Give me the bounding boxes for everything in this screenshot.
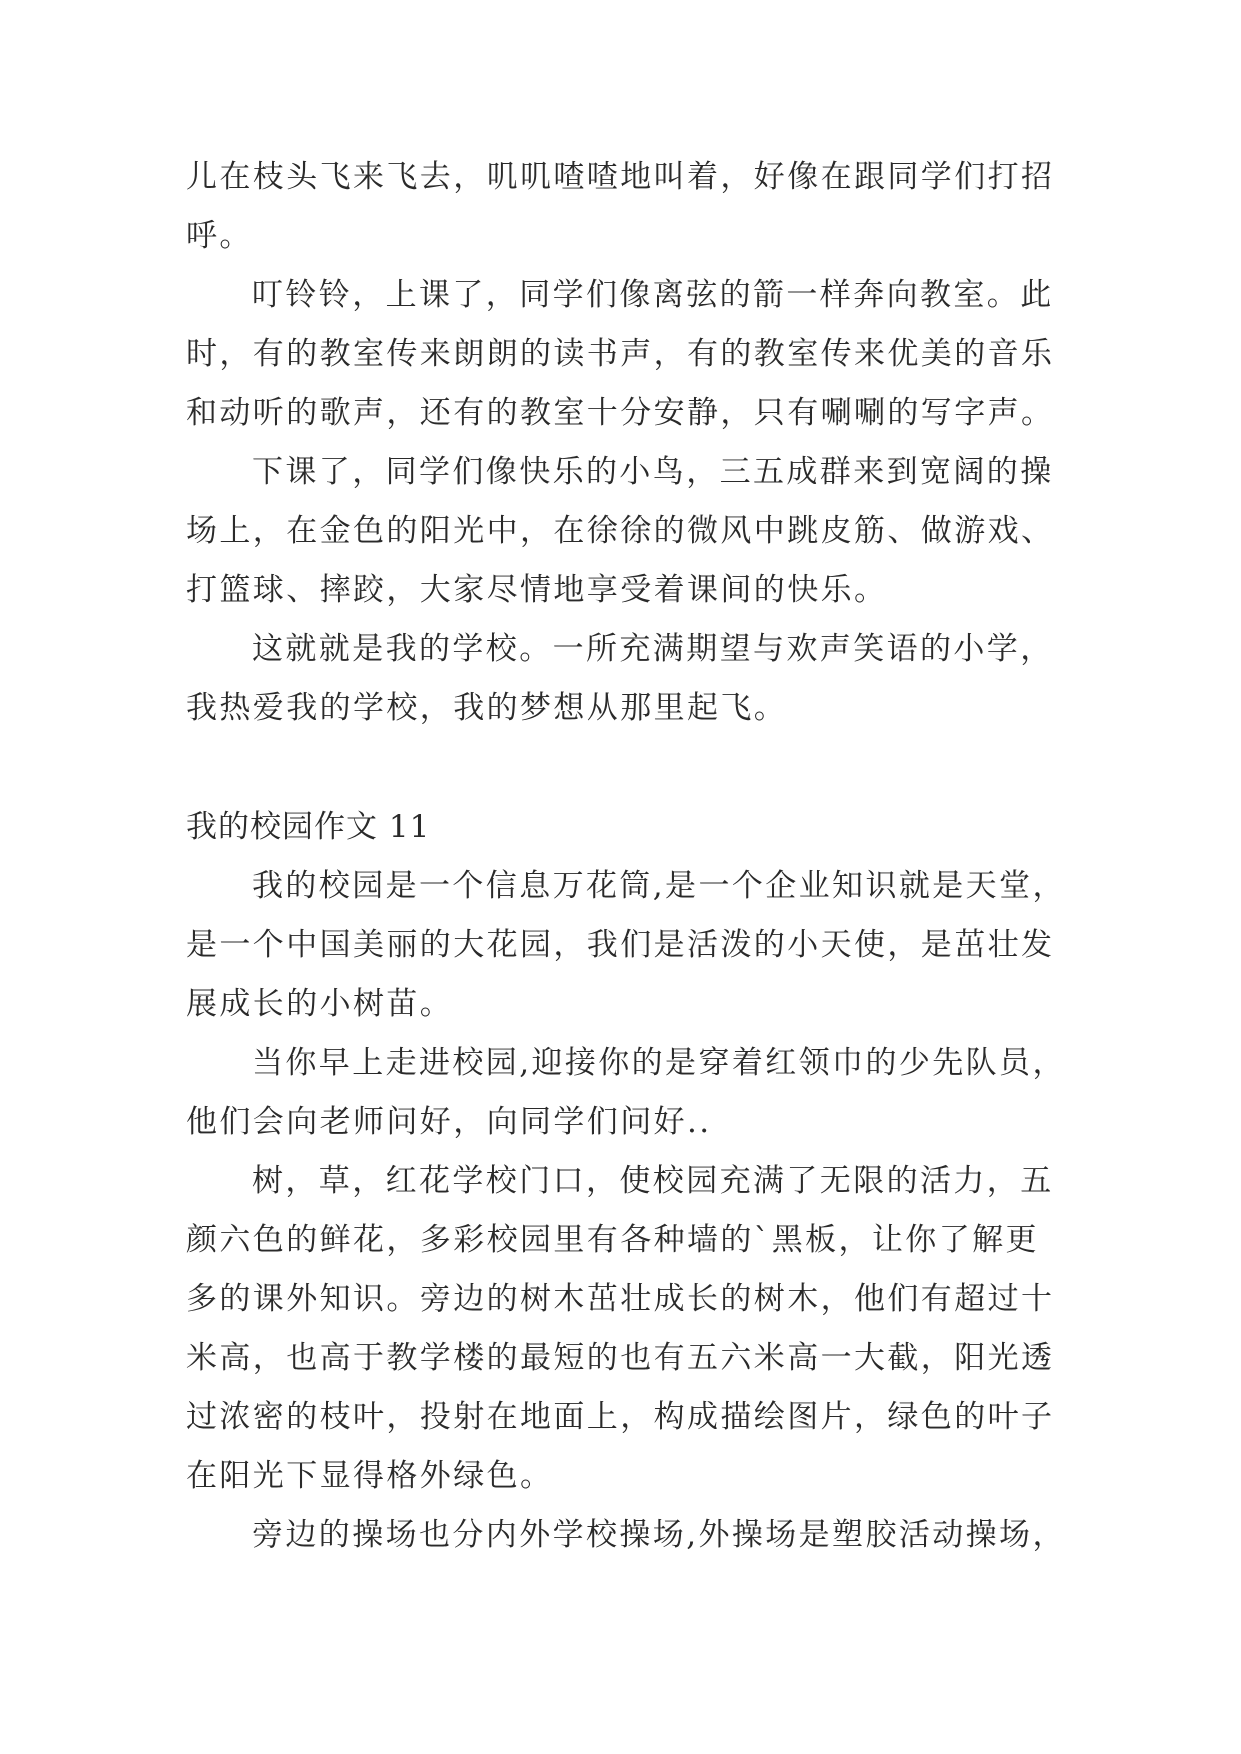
- text-line: 过浓密的枝叶，投射在地面上，构成描绘图片，绿色的叶子: [186, 1399, 1055, 1435]
- text-line: 他们会向老师问好，向同学们问好..: [186, 1104, 712, 1140]
- paragraph-conclusion: [186, 620, 1066, 738]
- text-line: 场上，在金色的阳光中，在徐徐的微风中跳皮筋、做游戏、: [186, 513, 1055, 549]
- paragraph-playground: [186, 1506, 1066, 1565]
- text-line: 树，草，红花学校门口，使校园充满了无限的活力，五: [252, 1163, 1054, 1199]
- paragraph-morning: [186, 1034, 1066, 1152]
- text-line: 在阳光下显得格外绿色。: [186, 1458, 554, 1494]
- text-line: 旁边的操场也分内外学校操场,外操场是塑胶活动操场，: [252, 1517, 1066, 1553]
- paragraph-trees: [186, 1152, 1066, 1506]
- section-spacer: [186, 738, 1066, 798]
- text-line: 和动听的歌声，还有的教室十分安静，只有唰唰的写字声。: [186, 395, 1055, 431]
- paragraph-class-bell: [186, 266, 1066, 443]
- text-line: 展成长的小树苗。: [186, 986, 454, 1022]
- text-line: 当你早上走进校园,迎接你的是穿着红领巾的少先队员，: [252, 1045, 1066, 1081]
- essay-body: [186, 148, 1066, 1565]
- paragraph-recess: [186, 443, 1066, 620]
- section-title: 我的校园作文 11: [186, 809, 431, 845]
- text-line: 儿在枝头飞来飞去，叽叽喳喳地叫着，好像在跟同学们打招: [186, 159, 1055, 195]
- text-line: 多的课外知识。旁边的树木茁壮成长的树木，他们有超过十: [186, 1281, 1055, 1317]
- text-line: 颜六色的鲜花，多彩校园里有各种墙的`黑板，让你了解更: [186, 1222, 1039, 1258]
- text-line: 是一个中国美丽的大花园，我们是活泼的小天使，是茁壮发: [186, 927, 1055, 963]
- text-line: 叮铃铃，上课了，同学们像离弦的箭一样奔向教室。此: [252, 277, 1054, 313]
- text-line: 下课了，同学们像快乐的小鸟，三五成群来到宽阔的操: [252, 454, 1054, 490]
- paragraph-kaleidoscope: [186, 857, 1066, 1034]
- text-line: 时，有的教室传来朗朗的读书声，有的教室传来优美的音乐: [186, 336, 1055, 372]
- text-line: 打篮球、摔跤，大家尽情地享受着课间的快乐。: [186, 572, 888, 608]
- text-line: 呼。: [186, 218, 253, 254]
- text-line: 我热爱我的学校，我的梦想从那里起飞。: [186, 690, 788, 726]
- text-line: 米高，也高于教学楼的最短的也有五六米高一大截，阳光透: [186, 1340, 1055, 1376]
- paragraph-birds: [186, 148, 1066, 266]
- text-line: 我的校园是一个信息万花筒,是一个企业知识就是天堂，: [252, 868, 1066, 904]
- text-line: 这就就是我的学校。一所充满期望与欢声笑语的小学，: [252, 631, 1054, 667]
